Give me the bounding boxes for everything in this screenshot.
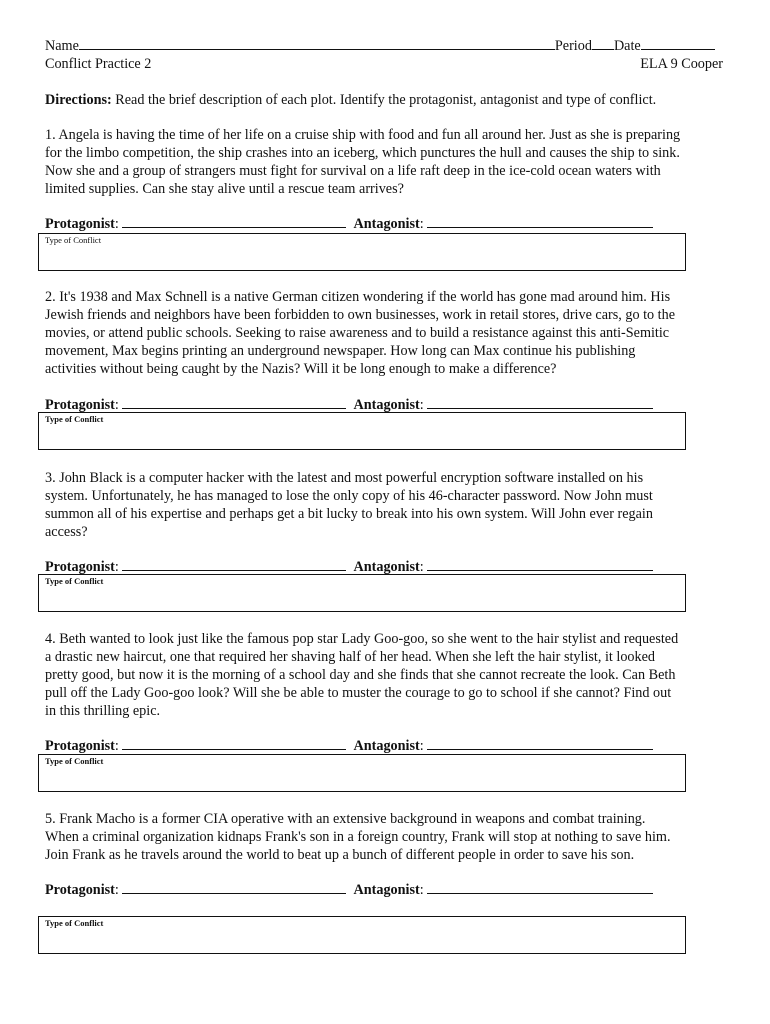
question-line: limited supplies. Can she stay alive until a rescue team arrives? [45, 181, 404, 197]
protagonist-blank[interactable] [122, 558, 346, 571]
type-of-conflict-box[interactable] [38, 233, 686, 271]
antagonist-label: Antagonist [353, 216, 420, 232]
question-line: pull off the Lady Goo-goo look? Will she be able to muster the courage to go to school if she cannot? Find out [45, 685, 672, 701]
protagonist-blank[interactable] [122, 396, 346, 409]
question-3-answers: Protagonist: Antagonist: [45, 558, 653, 576]
period-blank[interactable] [592, 37, 614, 50]
date-label: Date [613, 38, 641, 54]
name-line[interactable] [45, 37, 715, 55]
question-line: activities without being caught by the Nazis? Will it be long enough to make a difference? [45, 361, 557, 377]
name-label: Name [45, 38, 79, 54]
question-line: Jewish friends and neighbors have been forbidden to own businesses, work in retail stores, drive cars, go to the [45, 307, 676, 323]
protagonist-blank[interactable] [122, 215, 346, 228]
antagonist-label: Antagonist [353, 738, 420, 754]
question-line: movement, Max begins printing an underground newspaper. How long can Max continue his publishing [45, 343, 636, 359]
question-line: a drastic new haircut, one that required her shaving half of her head. When she left the hair stylist, it looked [45, 649, 655, 665]
protagonist-label: Protagonist [45, 882, 115, 898]
course-label: ELA 9 Cooper [640, 56, 723, 72]
question-1-answers: Protagonist: Antagonist: [45, 215, 653, 233]
protagonist-label: Protagonist [45, 397, 115, 413]
question-line: movies, or attend public schools. Seeking to raise awareness and to build a resistance against this anti-Semitic [45, 325, 670, 341]
question-line: 4. Beth wanted to look just like the famous pop star Lady Goo-goo, so she went to the hair stylist and requested [45, 631, 679, 647]
type-of-conflict-label: Type of Conflict [45, 918, 104, 928]
question-line: summon all of his expertise and perhaps get a bit lucky to break into his own system. Will John ever regain [45, 506, 653, 522]
question-4-answers: Protagonist: Antagonist: [45, 737, 653, 755]
protagonist-blank[interactable] [122, 881, 346, 894]
type-of-conflict-box[interactable] [38, 574, 686, 612]
question-line: in this thrilling epic. [45, 703, 161, 719]
question-line: system. Unfortunately, he has managed to lose the only copy of his 46-character password. Now John must [45, 488, 653, 504]
name-blank[interactable] [79, 37, 555, 50]
antagonist-blank[interactable] [427, 396, 653, 409]
type-of-conflict-label: Type of Conflict [45, 414, 104, 424]
question-line: Join Frank as he travels around the world to beat up a bunch of different people in order to save his son. [45, 847, 635, 863]
question-line: Now she and a group of strangers must fight for survival on a life raft deep in the ice-cold ocean waters with [45, 163, 661, 179]
antagonist-blank[interactable] [427, 215, 653, 228]
antagonist-blank[interactable] [427, 737, 653, 750]
type-of-conflict-box[interactable] [38, 412, 686, 450]
question-line: access? [45, 524, 88, 540]
directions [45, 92, 656, 109]
directions-label: Directions: [45, 92, 112, 108]
question-line: pretty good, but now it is the morning of a school day and she finds that she cannot recreate the look. Can Beth [45, 667, 676, 683]
antagonist-label: Antagonist [353, 882, 420, 898]
question-line: 3. John Black is a computer hacker with the latest and most powerful encryption software installed on his [45, 470, 644, 486]
directions-text: Read the brief description of each plot. Identify the protagonist, antagonist and type of conflict. [115, 92, 657, 108]
worksheet-title: Conflict Practice 2 [45, 56, 152, 72]
question-4-text [45, 630, 735, 720]
type-of-conflict-label: Type of Conflict [45, 756, 104, 766]
protagonist-label: Protagonist [45, 559, 115, 575]
date-blank[interactable] [641, 37, 715, 50]
question-line: 5. Frank Macho is a former CIA operative with an extensive background in weapons and combat training. [45, 811, 646, 827]
antagonist-blank[interactable] [427, 881, 653, 894]
period-label: Period [554, 38, 592, 54]
type-of-conflict-label: Type of Conflict [45, 576, 104, 586]
question-3-text [45, 469, 735, 541]
question-line: When a criminal organization kidnaps Frank's son in a foreign country, Frank will stop at nothing to save him. [45, 829, 671, 845]
protagonist-label: Protagonist [45, 738, 115, 754]
question-line: 2. It's 1938 and Max Schnell is a native German citizen wondering if the world has gone mad around him. His [45, 289, 671, 305]
protagonist-label: Protagonist [45, 216, 115, 232]
question-1-text [45, 126, 735, 198]
question-line: 1. Angela is having the time of her life on a cruise ship with food and fun all around her. Just as she is preparing [45, 127, 681, 143]
type-of-conflict-label: Type of Conflict [45, 235, 102, 245]
protagonist-blank[interactable] [122, 737, 346, 750]
type-of-conflict-box[interactable] [38, 754, 686, 792]
antagonist-label: Antagonist [353, 559, 420, 575]
question-2-text [45, 288, 735, 378]
type-of-conflict-box[interactable] [38, 916, 686, 954]
antagonist-label: Antagonist [353, 397, 420, 413]
question-5-answers: Protagonist: Antagonist: [45, 881, 653, 899]
question-line: for the limbo competition, the ship crashes into an iceberg, which punctures the hull and causes the ship to sink. [45, 145, 680, 161]
question-5-text [45, 810, 735, 864]
antagonist-blank[interactable] [427, 558, 653, 571]
question-2-answers: Protagonist: Antagonist: [45, 396, 653, 414]
